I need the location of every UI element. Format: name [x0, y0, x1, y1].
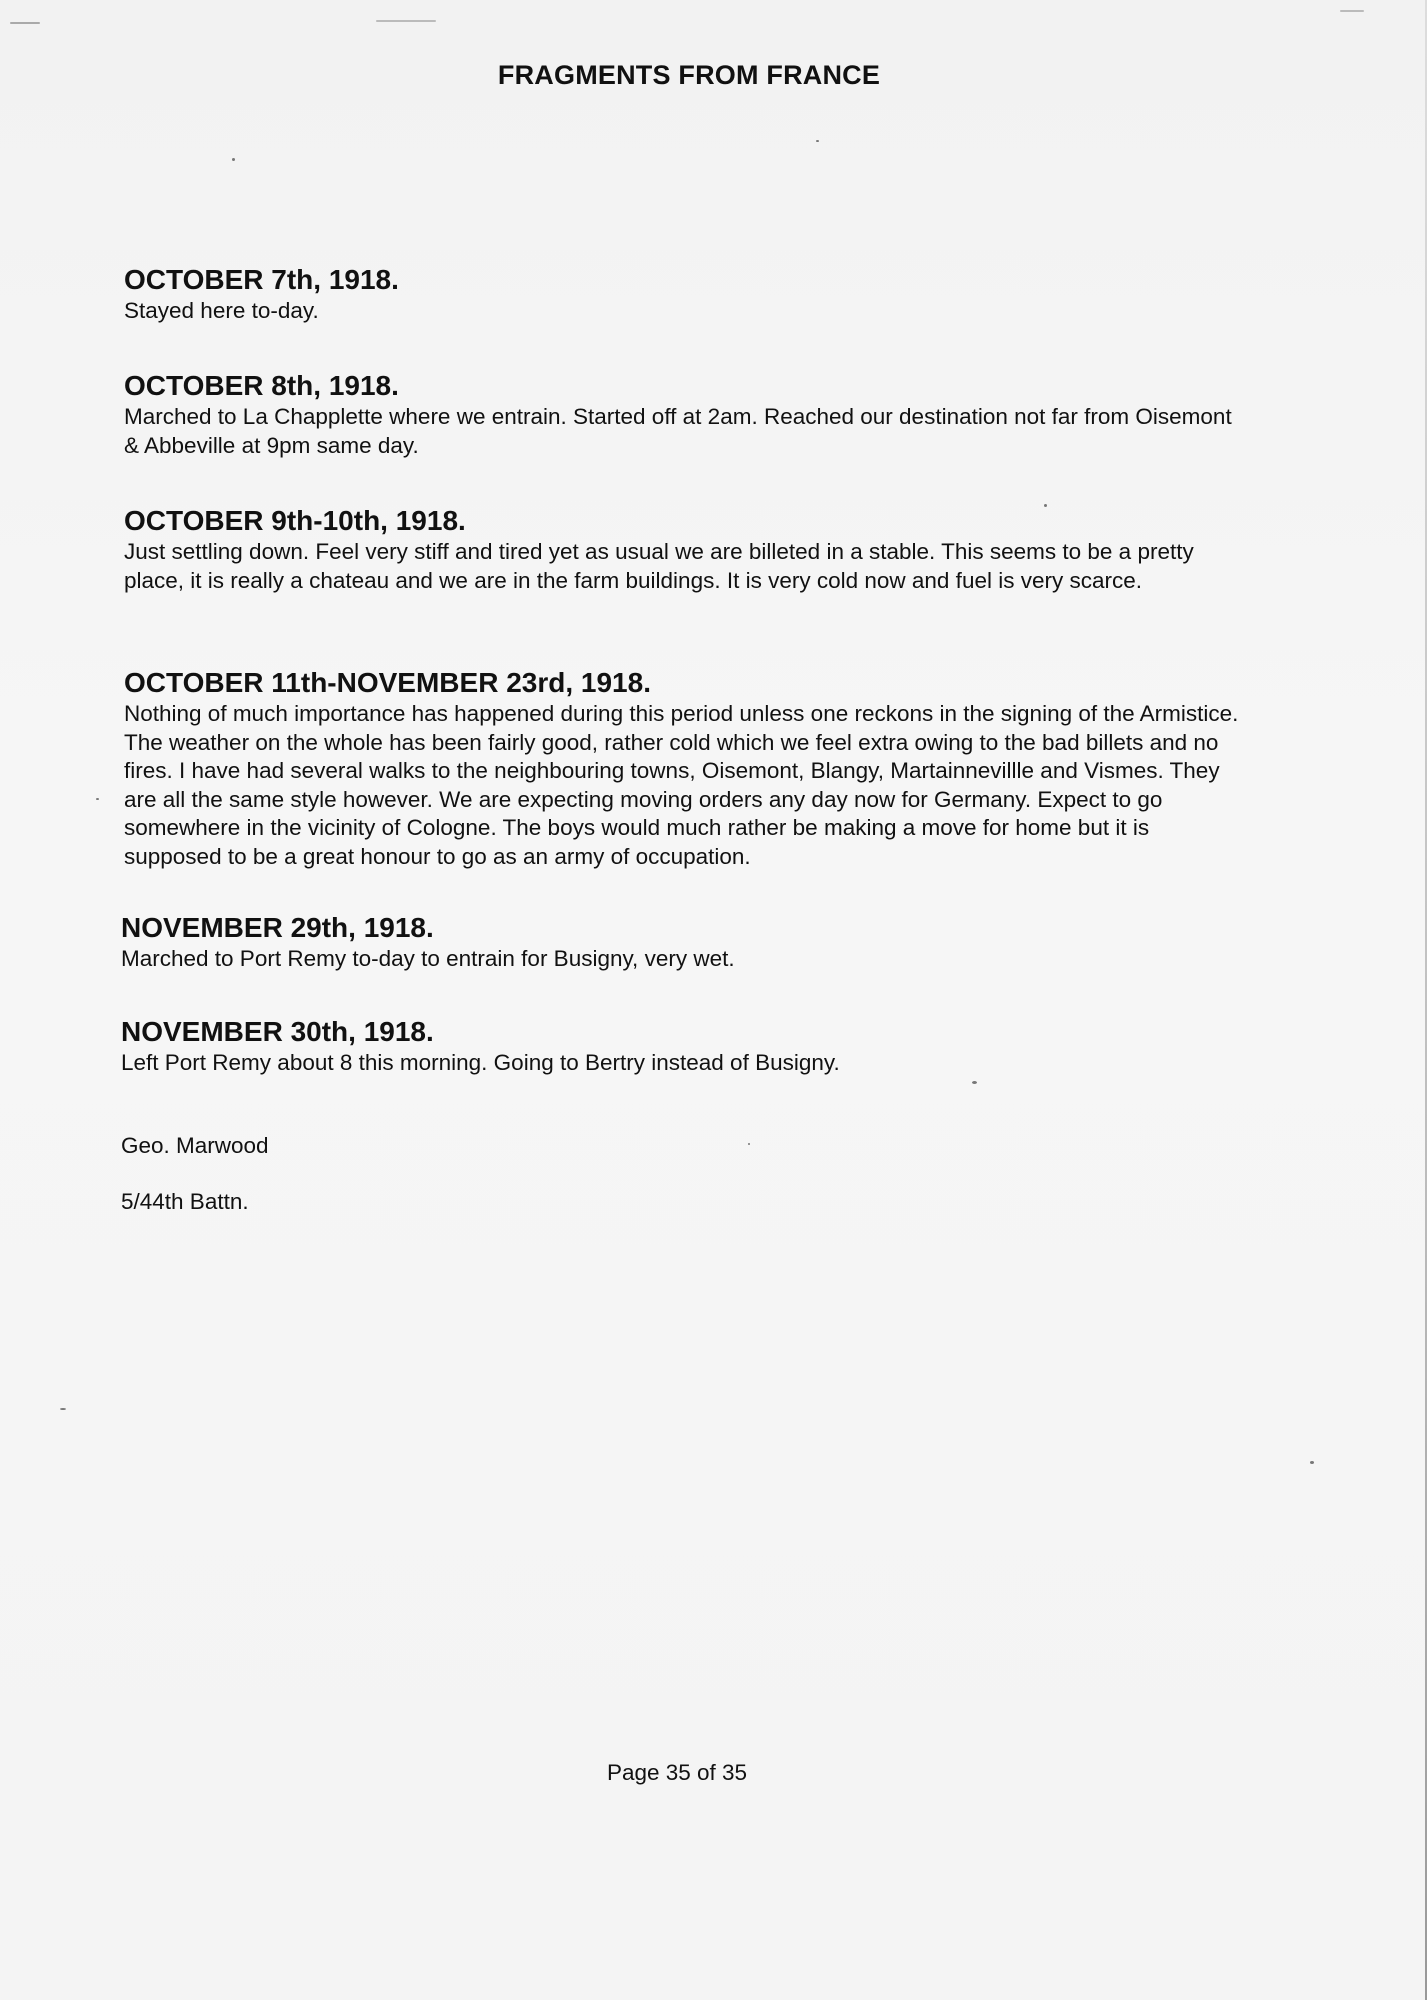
scan-speck — [1044, 504, 1047, 507]
diary-entry — [124, 369, 1244, 460]
diary-entry — [124, 263, 1244, 326]
diary-entry — [124, 666, 1244, 871]
entry-body: Nothing of much importance has happened during this period unless one reckons in the signing of the Armistice. The weather on the whole has been fairly good, rather cold which we feel extra owing to the bad billets and no fires. I have had several walks to the neighbouring towns, Oisemont, Blangy, Martainnevillle and Vismes. They are all the same style however. We are expecting moving orders any day now for Germany. Expect to go somewhere in the vicinity of Cologne. The boys would much rather be making a move for home but it is supposed to be a great honour to go as an army of occupation. — [124, 701, 1239, 869]
scan-speck — [376, 20, 436, 22]
scan-speck — [10, 22, 40, 24]
entry-heading: OCTOBER 9th-10th, 1918. — [124, 505, 466, 536]
page-number: Page 35 of 35 — [606, 1760, 748, 1785]
entry-body: Just settling down. Feel very stiff and tired yet as usual we are billeted in a stable. This seems to be a pretty place, it is really a chateau and we are in the farm buildings. It is very cold now and fuel is very scarce. — [124, 539, 1194, 593]
scan-speck — [96, 798, 99, 800]
scan-speck — [972, 1081, 977, 1084]
entry-body: Left Port Remy about 8 this morning. Going to Bertry instead of Busigny. — [121, 1050, 840, 1075]
entry-heading: NOVEMBER 29th, 1918. — [121, 912, 434, 943]
scan-speck — [748, 1143, 750, 1145]
entry-body: Stayed here to-day. — [124, 298, 319, 323]
scan-speck — [232, 158, 235, 161]
entry-heading: OCTOBER 7th, 1918. — [124, 264, 399, 295]
signature-name: Geo. Marwood — [121, 1133, 269, 1158]
scan-speck — [1310, 1461, 1314, 1464]
entry-heading: OCTOBER 8th, 1918. — [124, 370, 399, 401]
diary-entry — [121, 1015, 1241, 1078]
entry-body: Marched to Port Remy to-day to entrain for Busigny, very wet. — [121, 946, 735, 971]
entry-body: Marched to La Chapplette where we entrain. Started off at 2am. Reached our destination not far from Oisemont & Abbeville at 9pm same day. — [124, 404, 1232, 458]
diary-entry — [121, 911, 1241, 974]
diary-entry — [124, 504, 1244, 595]
entry-heading: OCTOBER 11th-NOVEMBER 23rd, 1918. — [124, 667, 651, 698]
scan-speck — [816, 140, 819, 142]
entry-heading: NOVEMBER 30th, 1918. — [121, 1016, 434, 1047]
signature-unit: 5/44th Battn. — [121, 1189, 249, 1214]
scan-speck — [60, 1408, 66, 1410]
document-title: FRAGMENTS FROM FRANCE — [497, 60, 881, 90]
scan-speck — [1340, 10, 1364, 12]
